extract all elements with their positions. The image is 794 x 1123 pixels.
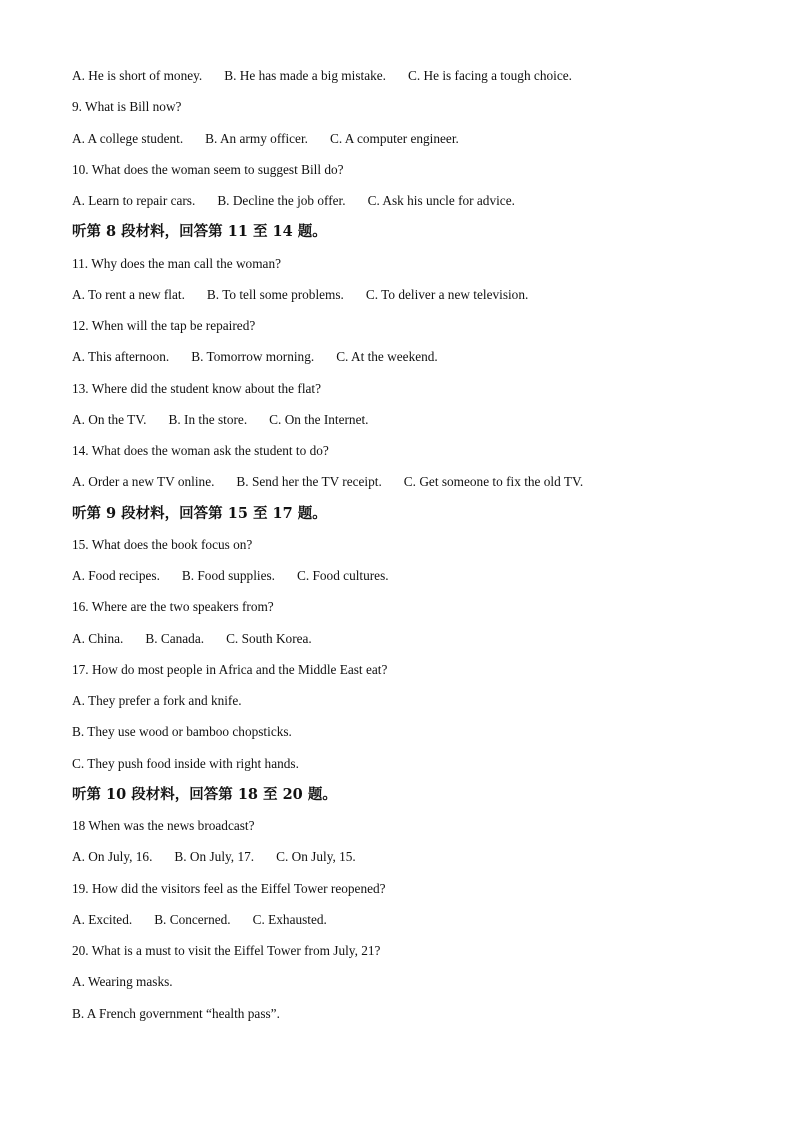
answer-options-row: [72, 62, 752, 93]
answer-option: A. Wearing masks.: [72, 974, 173, 990]
question-text: 18 When was the news broadcast?: [72, 818, 255, 833]
answer-options-row: [72, 468, 752, 499]
answer-option: B. In the store.: [168, 411, 248, 427]
answer-options-row: [72, 343, 752, 374]
question-text: 19. How did the visitors feel as the Eiffel Tower reopened?: [72, 880, 386, 896]
answer-option: C. Food cultures.: [296, 568, 389, 583]
exam-page: [72, 62, 752, 1031]
question-text: 14. What does the woman ask the student to do?: [72, 443, 329, 458]
question-text: 20. What is a must to visit the Eiffel Tower from July, 21?: [72, 943, 381, 958]
section-heading: 听第 9 段材料，回答第 15 至 17 题。: [72, 504, 327, 522]
answer-option: B. To tell some problems.: [206, 286, 344, 302]
answer-options-row: [72, 187, 752, 218]
answer-option: A. Food recipes.: [72, 568, 160, 583]
answer-options-row: [72, 625, 752, 656]
answer-options-row: [72, 281, 752, 312]
answer-options-row: [72, 125, 752, 156]
question-text: 16. Where are the two speakers from?: [72, 599, 274, 615]
answer-option: A. Excited.: [72, 911, 133, 927]
answer-option: B. He has made a big mistake.: [224, 68, 386, 83]
question-text: 17. How do most people in Africa and the Middle East eat?: [72, 661, 388, 677]
section-heading: 听第 10 段材料，回答第 18 至 20 题。: [72, 785, 337, 803]
answer-option: C. To deliver a new television.: [365, 286, 529, 302]
answer-option: B. Send her the TV receipt.: [236, 474, 382, 490]
answer-option: B. A French government “health pass”.: [72, 1005, 280, 1021]
answer-option: A. A college student.: [72, 130, 184, 146]
question-text: 10. What does the woman seem to suggest Bill do?: [72, 161, 344, 177]
answer-option: C. Exhausted.: [252, 911, 327, 927]
answer-option: B. Concerned.: [154, 911, 231, 927]
answer-option: C. Ask his uncle for advice.: [367, 193, 515, 208]
answer-options-row: [72, 562, 752, 593]
answer-option: C. On the Internet.: [269, 411, 369, 427]
answer-option: B. Food supplies.: [181, 568, 275, 583]
answer-options-row: [72, 906, 752, 937]
question-text: 15. What does the book focus on?: [72, 536, 253, 552]
answer-option: A. Order a new TV online.: [72, 474, 215, 490]
answer-option: C. A computer engineer.: [329, 130, 459, 146]
answer-option: A. Learn to repair cars.: [72, 193, 196, 208]
answer-option: A. This afternoon.: [72, 349, 170, 365]
section-heading: 听第 8 段材料，回答第 11 至 14 题。: [72, 223, 327, 241]
answer-option: B. Canada.: [145, 630, 205, 646]
answer-option: C. On July, 15.: [276, 849, 356, 865]
answer-option: C. He is facing a tough choice.: [408, 68, 572, 83]
answer-option: A. To rent a new flat.: [72, 286, 185, 302]
answer-option: A. He is short of money.: [72, 68, 203, 83]
answer-options-row: [72, 406, 752, 437]
question-text: 12. When will the tap be repaired?: [72, 318, 256, 333]
answer-option: A. China.: [72, 630, 124, 646]
answer-option: C. They push food inside with right hands.: [72, 755, 299, 771]
answer-option: C. South Korea.: [226, 630, 312, 646]
answer-option: B. An army officer.: [205, 130, 308, 146]
answer-option: C. At the weekend.: [336, 349, 438, 365]
answer-option: B. On July, 17.: [174, 849, 255, 865]
answer-option: B. They use wood or bamboo chopsticks.: [72, 724, 292, 740]
answer-option: A. They prefer a fork and knife.: [72, 693, 242, 708]
question-text: 11. Why does the man call the woman?: [72, 255, 281, 271]
question-text: 9. What is Bill now?: [72, 99, 182, 115]
answer-option: A. On July, 16.: [72, 849, 153, 865]
answer-option: B. Decline the job offer.: [217, 193, 346, 208]
answer-options-row: [72, 843, 752, 874]
answer-option: A. On the TV.: [72, 411, 147, 427]
question-text: 13. Where did the student know about the flat?: [72, 380, 322, 396]
answer-option: C. Get someone to fix the old TV.: [403, 474, 584, 490]
answer-option: B. Tomorrow morning.: [191, 349, 315, 365]
